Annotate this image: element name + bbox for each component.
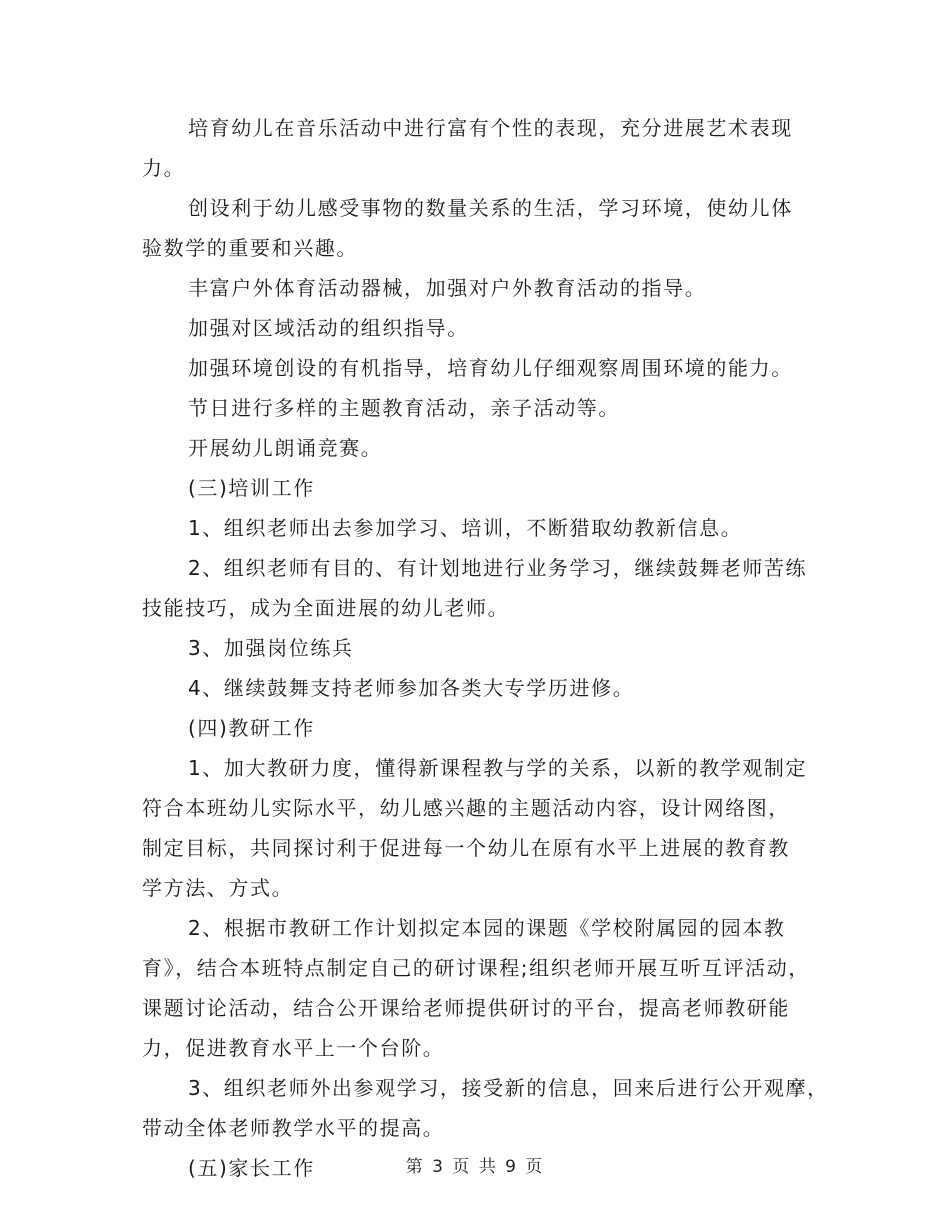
text-line: 技能技巧，成为全面进展的幼儿老师。 xyxy=(142,596,510,620)
text-line: 开展幼儿朗诵竞赛。 xyxy=(188,436,383,460)
text-line: 力，促进教育水平上一个台阶。 xyxy=(142,1036,445,1060)
text-line: 培育幼儿在音乐活动中进行富有个性的表现，充分进展艺术表现 xyxy=(188,116,793,140)
document-body xyxy=(142,108,829,1188)
text-line: 4、继续鼓舞支持老师参加各类大专学历进修。 xyxy=(188,676,635,700)
text-line: 创设利于幼儿感受事物的数量关系的生活，学习环境，使幼儿体 xyxy=(188,196,793,220)
text-line: (四)教研工作 xyxy=(188,716,315,740)
text-line: 学方法、方式。 xyxy=(142,876,294,900)
text-line: 力。 xyxy=(142,156,186,180)
page-footer: 第 3 页 共 9 页 xyxy=(405,1157,545,1177)
text-line: 2、组织老师有目的、有计划地进行业务学习，继续鼓舞老师苦练 xyxy=(188,556,808,580)
text-line: 节日进行多样的主题教育活动，亲子活动等。 xyxy=(188,396,620,420)
text-line: 3、加强岗位练兵 xyxy=(188,636,354,660)
text-line: 加强对区域活动的组织指导。 xyxy=(188,316,469,340)
text-line: 带动全体老师教学水平的提高。 xyxy=(142,1116,445,1140)
text-line: 验数学的重要和兴趣。 xyxy=(142,236,358,260)
text-line: (五)家长工作 xyxy=(188,1156,315,1180)
text-line: 3、组织老师外出参观学习，接受新的信息，回来后进行公开观摩， xyxy=(188,1076,829,1100)
text-line: 1、加大教研力度，懂得新课程教与学的关系，以新的教学观制定 xyxy=(188,756,808,780)
text-line: (三)培训工作 xyxy=(188,476,315,500)
text-line: 制定目标，共同探讨利于促进每一个幼儿在原有水平上进展的教育教 xyxy=(142,836,790,860)
text-line: 丰富户外体育活动器械，加强对户外教育活动的指导。 xyxy=(188,276,707,300)
text-line: 1、组织老师出去参加学习、培训，不断猎取幼教新信息。 xyxy=(188,516,743,540)
text-line: 2、根据市教研工作计划拟定本园的课题《学校附属园的园本教 xyxy=(188,916,786,940)
text-line: 育》，结合本班特点制定自己的研讨课程;组织老师开展互听互评活动， xyxy=(142,956,810,980)
text-line: 加强环境创设的有机指导，培育幼儿仔细观察周围环境的能力。 xyxy=(188,356,793,380)
text-line: 符合本班幼儿实际水平，幼儿感兴趣的主题活动内容，设计网络图， xyxy=(142,796,790,820)
text-line: 课题讨论活动，结合公开课给老师提供研讨的平台，提高老师教研能 xyxy=(142,996,790,1020)
